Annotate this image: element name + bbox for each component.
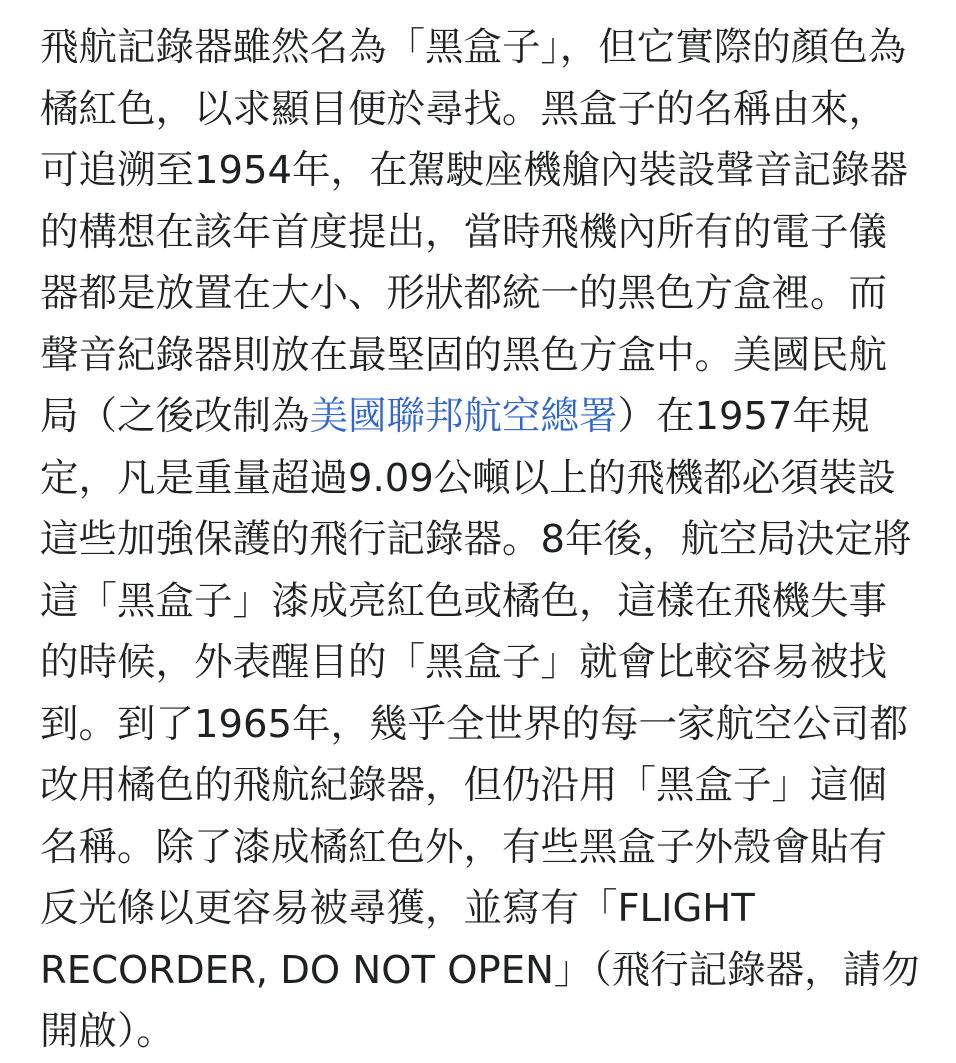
link-faa[interactable]: 美國聯邦航空總署 <box>309 394 618 439</box>
article-body <box>40 17 920 1063</box>
article-paragraph <box>40 17 920 1063</box>
paragraph-text-part-1: 飛航記錄器雖然名為「黑盒子」，但它實際的顏色為橘紅色，以求顯目便於尋找。黑盒子的名稱由來，可追溯至1954年，在駕駛座機艙內裝設聲音記錄器的構想在該年首度提出，當時飛機內所有的電子儀器都是放置在大小、形狀都統一的黑色方盒裡。而聲音紀錄器則放在最堅固的黑色方盒中。美國民航局（之後改制為 <box>40 25 908 439</box>
paragraph-text-part-2: ）在1957年規定，凡是重量超過9.09公噸以上的飛機都必須裝設這些加強保護的飛行記錄器。8年後，航空局決定將這「黑盒子」漆成亮紅色或橘色，這樣在飛機失事的時候，外表醒目的「黑盒子」就會比較容易被找到。到了1965年，幾乎全世界的每一家航空公司都改用橘色的飛航紀錄器，但仍沿用「黑盒子」這個名稱。除了漆成橘紅色外，有些黑盒子外殼會貼有反光條以更容易被尋獲，並寫有「FLIGHT RECORDER, DO NOT OPEN」（飛行記錄器，請勿開啟）。 <box>40 394 920 1054</box>
